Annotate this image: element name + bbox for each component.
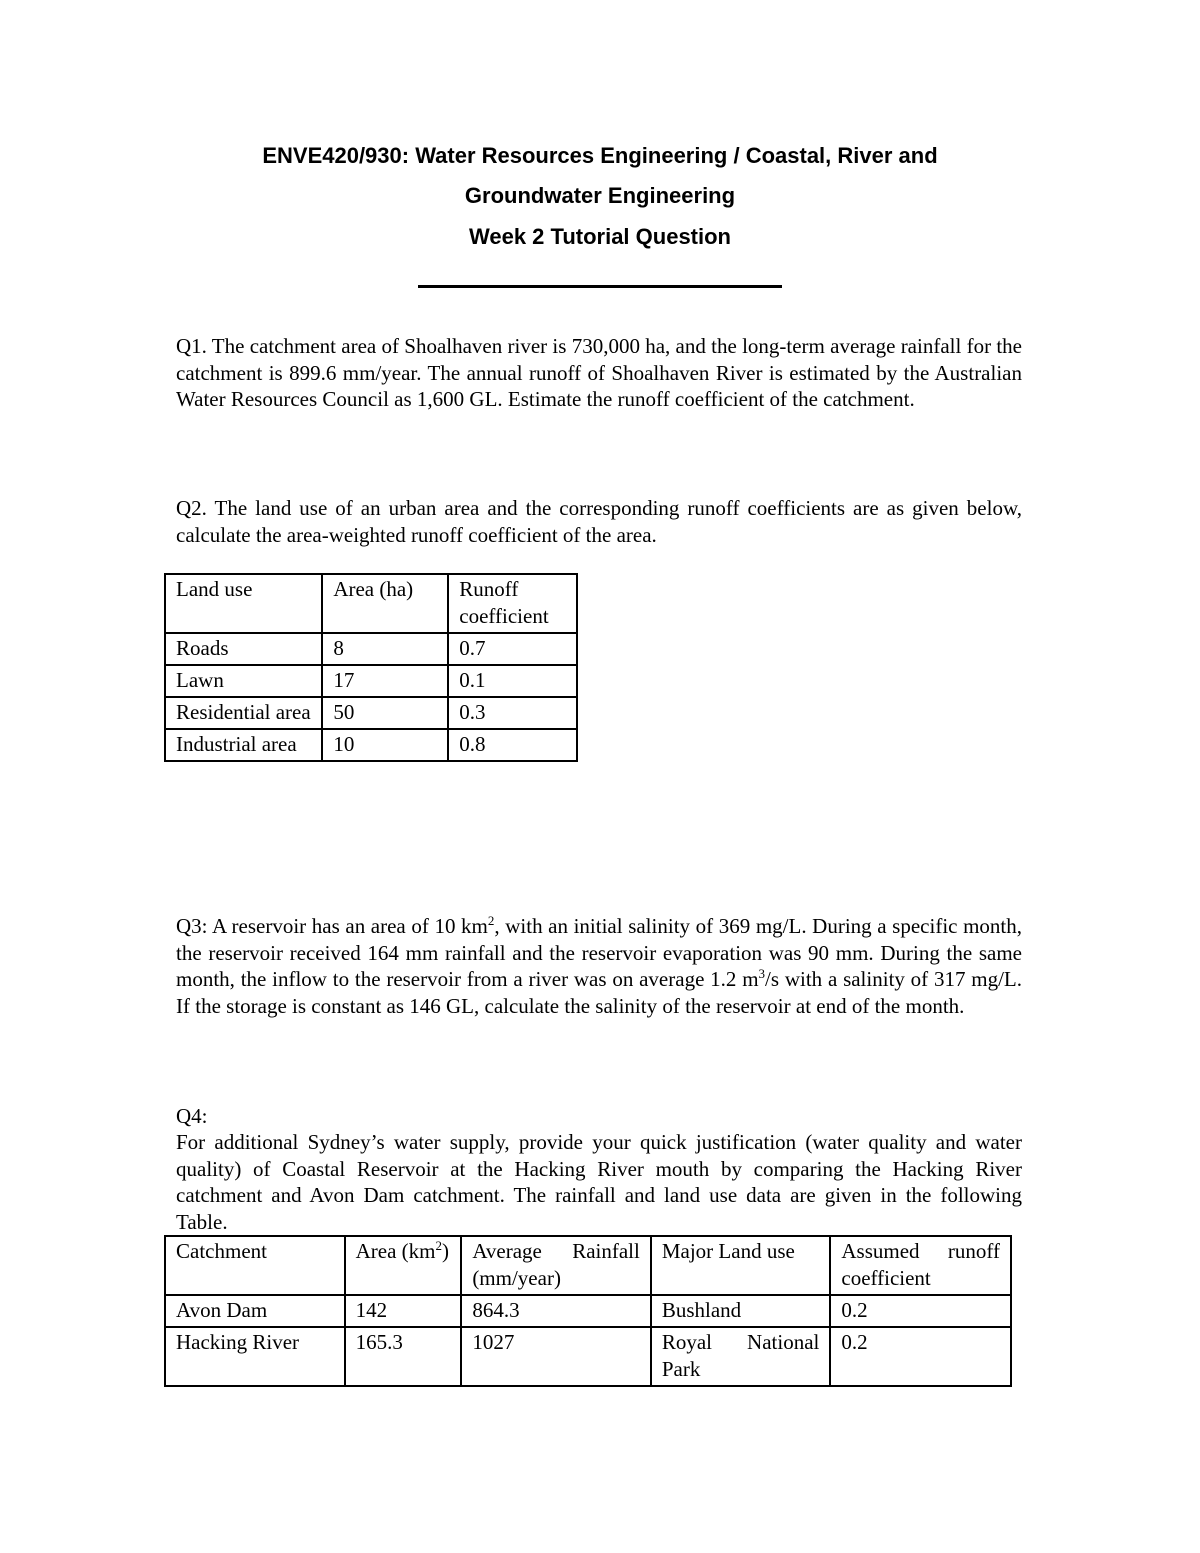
- table-header-cell: Assumed runoff coefficient: [830, 1236, 1011, 1295]
- table-cell: Roads: [165, 633, 322, 665]
- question-2: Q2. The land use of an urban area and the corresponding runoff coefficients are as given below, calculate the area-weighted runoff coefficient of the area.: [176, 496, 1022, 547]
- table-cell: Royal National Park: [651, 1327, 831, 1386]
- table-cell: 0.2: [830, 1295, 1011, 1327]
- area-header-text: Area (km: [355, 1239, 436, 1263]
- superscript: 3: [758, 966, 766, 981]
- table-cell: 142: [345, 1295, 462, 1327]
- table-cell: 0.7: [448, 633, 577, 665]
- table-row: [165, 665, 577, 697]
- table-cell: Hacking River: [165, 1327, 345, 1386]
- table-cell: 165.3: [345, 1327, 462, 1386]
- table-header-cell: Land use: [165, 574, 322, 633]
- table-header-cell: Area (ha): [322, 574, 448, 633]
- superscript: 2: [487, 913, 495, 928]
- table-cell: 0.1: [448, 665, 577, 697]
- table-row: [165, 633, 577, 665]
- table-cell: Residential area: [165, 697, 322, 729]
- table-row: [165, 1295, 1011, 1327]
- table-cell: 17: [322, 665, 448, 697]
- table-cell: Lawn: [165, 665, 322, 697]
- table-cell: 1027: [461, 1327, 651, 1386]
- question-4: For additional Sydney’s water supply, provide your quick justification (water quality and water quality) of Coastal Reservoir at the Hacking River mouth by comparing the Hacking River catchment and Avon Dam catchment. The rainfall and land use data are given in the following Table.: [176, 1130, 1022, 1234]
- area-header-close: ): [441, 1239, 449, 1263]
- document-title-continued: Groundwater Engineering: [464, 183, 736, 208]
- table-header-cell: Runoff coefficient: [448, 574, 577, 633]
- table-cell: 50: [322, 697, 448, 729]
- table-row: [165, 697, 577, 729]
- table-cell: 8: [322, 633, 448, 665]
- title-divider: [418, 285, 782, 288]
- table-row: [165, 1327, 1011, 1386]
- table-cell: 0.2: [830, 1327, 1011, 1386]
- table-row: [165, 729, 577, 761]
- table-header-cell: [345, 1236, 462, 1295]
- table-cell: Bushland: [651, 1295, 831, 1327]
- table-header-cell: Major Land use: [651, 1236, 831, 1295]
- table-header-cell: Average Rainfall (mm/year): [461, 1236, 651, 1295]
- catchment-table: [164, 1235, 1012, 1387]
- land-use-table: [164, 573, 578, 762]
- table-cell: 0.3: [448, 697, 577, 729]
- table-cell: 0.8: [448, 729, 577, 761]
- question-3: [176, 913, 1022, 1019]
- table-header-row: [165, 574, 577, 633]
- question-3-text: , with an initial salinity of 369 mg/L. During a specific month, the reservoir received 164 mm rainfall and the reservoir evaporation was 90 mm. During the same month, the inflow to the reservoir from a river was on average 1.2 m: [176, 914, 1023, 991]
- document-subtitle: Week 2 Tutorial Question: [468, 224, 731, 249]
- table-cell: 10: [322, 729, 448, 761]
- question-4-label: Q4:: [176, 1104, 208, 1128]
- table-header-row: [165, 1236, 1011, 1295]
- question-3-text: /s with a salinity of 317 mg/L. If the storage is constant as 146 GL, calculate the salinity of the reservoir at end of the month.: [176, 967, 1022, 1018]
- question-3-text: Q3: A reservoir has an area of 10 km: [176, 914, 488, 938]
- document-title: ENVE420/930: Water Resources Engineering / Coastal, River and: [262, 143, 938, 168]
- table-cell: Avon Dam: [165, 1295, 345, 1327]
- superscript: 2: [435, 1238, 442, 1253]
- table-header-cell: Catchment: [165, 1236, 345, 1295]
- table-cell: 864.3: [461, 1295, 651, 1327]
- table-cell: Industrial area: [165, 729, 322, 761]
- question-1: Q1. The catchment area of Shoalhaven river is 730,000 ha, and the long-term average rainfall for the catchment is 899.6 mm/year. The annual runoff of Shoalhaven River is estimated by the Australian Water Resources Council as 1,600 GL. Estimate the runoff coefficient of the catchment.: [176, 334, 1022, 411]
